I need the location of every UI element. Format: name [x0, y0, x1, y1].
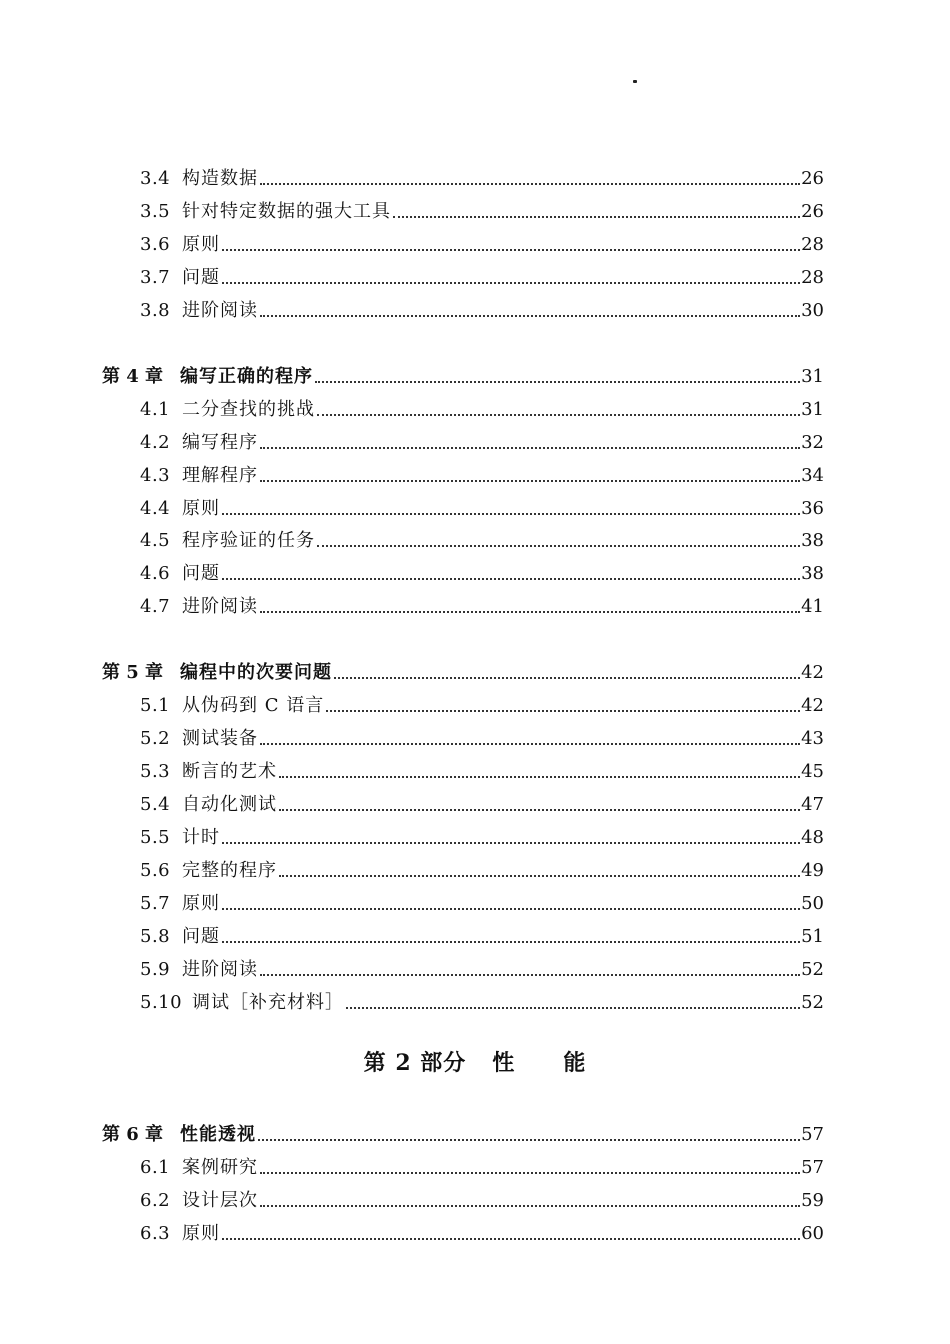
toc-section-row [102, 292, 824, 322]
entry-number: 3.7 [140, 267, 171, 288]
dot-leader [222, 513, 800, 515]
toc-section-row [102, 984, 824, 1014]
entry-number: 3.8 [140, 300, 171, 321]
toc-section-row [102, 1215, 824, 1245]
dot-leader [326, 710, 800, 712]
entry-page-number: 26 [801, 168, 824, 189]
entry-number: 4.1 [140, 399, 171, 420]
dot-leader [222, 249, 800, 251]
entry-page-number: 47 [801, 794, 824, 815]
entry-title: 编写正确的程序 [180, 366, 313, 387]
entry-page-number: 42 [801, 662, 824, 683]
entry-page-number: 31 [801, 399, 824, 420]
dot-leader [222, 842, 800, 844]
dot-leader [222, 282, 800, 284]
toc-section-row [102, 160, 824, 190]
entry-number: 4.7 [140, 596, 171, 617]
dot-leader [222, 578, 800, 580]
entry-title: 二分查找的挑战 [182, 399, 315, 420]
entry-title: 调试［补充材料］ [192, 992, 344, 1013]
toc-section-row [102, 720, 824, 750]
toc-chapter-row [102, 358, 824, 388]
entry-number: 3.4 [140, 168, 171, 189]
toc-section-row [102, 885, 824, 915]
entry-number: 5.9 [140, 959, 171, 980]
dot-leader [279, 809, 800, 811]
entry-title: 性能透视 [180, 1124, 256, 1145]
entry-page-number: 45 [801, 761, 824, 782]
entry-number: 4.4 [140, 498, 171, 519]
entry-number: 4.6 [140, 563, 171, 584]
toc-section-row [102, 753, 824, 783]
entry-page-number: 52 [801, 959, 824, 980]
entry-title: 原则 [182, 234, 220, 255]
entry-title: 原则 [182, 498, 220, 519]
entry-number: 4.3 [140, 465, 171, 486]
entry-number: 第 6 章 [102, 1124, 164, 1145]
entry-number: 5.7 [140, 893, 171, 914]
entry-page-number: 41 [801, 596, 824, 617]
entry-title: 案例研究 [182, 1157, 258, 1178]
entry-page-number: 32 [801, 432, 824, 453]
entry-page-number: 48 [801, 827, 824, 848]
entry-page-number: 28 [801, 267, 824, 288]
entry-number: 6.2 [140, 1190, 171, 1211]
entry-page-number: 38 [801, 563, 824, 584]
entry-number: 5.5 [140, 827, 171, 848]
entry-page-number: 57 [801, 1157, 824, 1178]
toc-section-row [102, 1149, 824, 1179]
dot-leader [222, 941, 800, 943]
entry-title: 计时 [182, 827, 220, 848]
toc-section-row [102, 522, 824, 552]
dot-leader [315, 381, 800, 383]
dot-leader [258, 1139, 800, 1141]
dot-leader [334, 677, 800, 679]
entry-title: 进阶阅读 [182, 596, 258, 617]
toc-section-row [102, 1182, 824, 1212]
dot-leader [317, 545, 800, 547]
entry-number: 5.4 [140, 794, 171, 815]
entry-page-number: 42 [801, 695, 824, 716]
entry-title: 进阶阅读 [182, 959, 258, 980]
entry-title: 设计层次 [182, 1190, 258, 1211]
entry-number: 5.6 [140, 860, 171, 881]
entry-page-number: 31 [801, 366, 824, 387]
entry-page-number: 51 [801, 926, 824, 947]
entry-number: 5.10 [140, 992, 183, 1013]
entry-page-number: 49 [801, 860, 824, 881]
entry-title: 从伪码到 C 语言 [182, 695, 325, 716]
toc-section-row [102, 490, 824, 520]
entry-title: 自动化测试 [182, 794, 277, 815]
entry-number: 5.2 [140, 728, 171, 749]
entry-title: 构造数据 [182, 168, 258, 189]
entry-number: 第 4 章 [102, 366, 164, 387]
dot-leader [279, 776, 800, 778]
dot-leader [222, 1238, 800, 1240]
scan-speck [633, 80, 637, 83]
dot-leader [393, 216, 800, 218]
toc-section-row [102, 457, 824, 487]
toc-section-row [102, 852, 824, 882]
entry-title: 原则 [182, 893, 220, 914]
entry-number: 4.2 [140, 432, 171, 453]
dot-leader [260, 480, 800, 482]
part-label: 第 2 部分 [363, 1050, 467, 1076]
entry-title: 问题 [182, 563, 220, 584]
dot-leader [260, 315, 800, 317]
toc-section-row [102, 918, 824, 948]
entry-page-number: 36 [801, 498, 824, 519]
entry-title: 测试装备 [182, 728, 258, 749]
entry-title: 问题 [182, 926, 220, 947]
entry-page-number: 34 [801, 465, 824, 486]
entry-title: 理解程序 [182, 465, 258, 486]
toc-section-row [102, 226, 824, 256]
entry-number: 6.1 [140, 1157, 171, 1178]
entry-page-number: 60 [801, 1223, 824, 1244]
toc-chapter-row [102, 1116, 824, 1146]
entry-page-number: 30 [801, 300, 824, 321]
dot-leader [260, 183, 800, 185]
dot-leader [260, 743, 800, 745]
entry-page-number: 57 [801, 1124, 824, 1145]
toc-section-row [102, 951, 824, 981]
part-word-1: 性 [492, 1050, 516, 1076]
toc-section-row [102, 424, 824, 454]
dot-leader [346, 1007, 800, 1009]
entry-title: 完整的程序 [182, 860, 277, 881]
toc-section-row [102, 786, 824, 816]
entry-number: 3.6 [140, 234, 171, 255]
dot-leader [260, 1172, 800, 1174]
part-word-2: 能 [563, 1050, 587, 1076]
entry-title: 针对特定数据的强大工具 [182, 201, 391, 222]
entry-page-number: 38 [801, 530, 824, 551]
toc-section-row [102, 193, 824, 223]
dot-leader [222, 908, 800, 910]
entry-number: 5.8 [140, 926, 171, 947]
entry-title: 原则 [182, 1223, 220, 1244]
entry-page-number: 26 [801, 201, 824, 222]
entry-number: 第 5 章 [102, 662, 164, 683]
dot-leader [260, 974, 800, 976]
toc-section-row [102, 555, 824, 585]
entry-title: 断言的艺术 [182, 761, 277, 782]
toc-chapter-row [102, 654, 824, 684]
entry-number: 3.5 [140, 201, 171, 222]
toc-section-row [102, 259, 824, 289]
entry-number: 5.1 [140, 695, 171, 716]
dot-leader [260, 1205, 800, 1207]
toc-section-row [102, 687, 824, 717]
toc-section-row [102, 819, 824, 849]
entry-page-number: 52 [801, 992, 824, 1013]
dot-leader [260, 611, 800, 613]
part-heading [0, 1046, 950, 1077]
entry-title: 问题 [182, 267, 220, 288]
entry-page-number: 59 [801, 1190, 824, 1211]
entry-title: 程序验证的任务 [182, 530, 315, 551]
entry-page-number: 50 [801, 893, 824, 914]
entry-page-number: 28 [801, 234, 824, 255]
entry-number: 5.3 [140, 761, 171, 782]
toc-section-row [102, 391, 824, 421]
entry-page-number: 43 [801, 728, 824, 749]
entry-number: 4.5 [140, 530, 171, 551]
dot-leader [317, 414, 800, 416]
dot-leader [260, 447, 800, 449]
entry-number: 6.3 [140, 1223, 171, 1244]
entry-title: 编程中的次要问题 [180, 662, 332, 683]
entry-title: 进阶阅读 [182, 300, 258, 321]
entry-title: 编写程序 [182, 432, 258, 453]
toc-section-row [102, 588, 824, 618]
dot-leader [279, 875, 800, 877]
